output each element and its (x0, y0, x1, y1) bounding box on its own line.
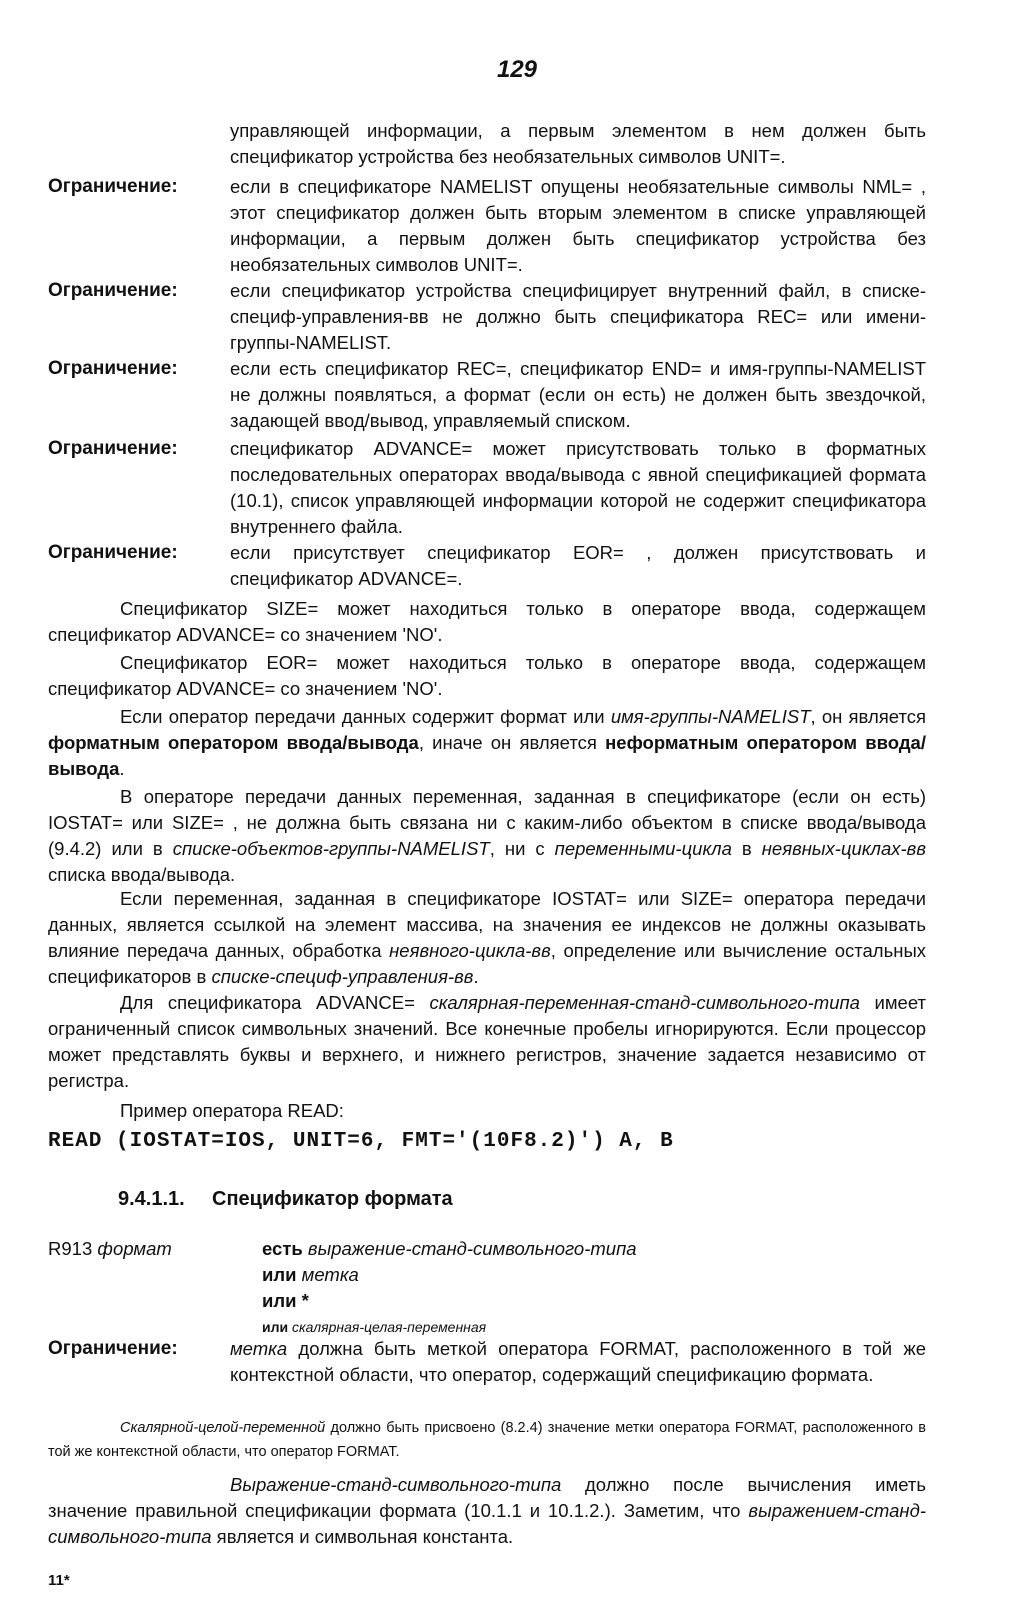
rule-term: * (301, 1290, 309, 1311)
term: метка (230, 1338, 288, 1359)
continuation-body: управляющей информации, а первым элементом в нем должен быть спецификатор устройства без необязательных символов UNIT=. (230, 120, 926, 167)
constraint-text: если присутствует спецификатор EOR= , должен присутствовать и спецификатор ADVANCE=. (230, 542, 926, 589)
term: Выражение-станд-символьного-типа (230, 1474, 562, 1495)
term: списке-объектов-группы-NAMELIST (172, 838, 490, 859)
constraint-text: если спецификатор устройства специфицирует внутренний файл, в списке-специф-управления-вв не должно быть спецификатора REC= или имени-группы-NAMELIST. (230, 280, 926, 353)
paragraph-final: Выражение-станд-символьного-типа должно после вычисления иметь значение правильной спецификации формата (10.1.1 и 10.1.2.). Заметим, что выражением-станд-символьного-типа является и символьная константа. (48, 1474, 926, 1547)
constraint-text: если в спецификаторе NAMELIST опущены необязательные символы NML= , этот спецификатор должен быть вторым элементом в списке управляющей информации, а первым должен быть спецификатор устройства без необязательных символов UNIT=. (230, 176, 926, 275)
term: неявного-цикла-вв (389, 940, 551, 961)
paragraph-size: Спецификатор SIZE= может находиться только в операторе ввода, содержащем спецификатор ADVANCE= со значением 'NO'. (48, 598, 926, 645)
rule-term: скалярная-целая-переменная (292, 1319, 487, 1335)
bold-term: форматным оператором ввода/вывода (48, 732, 419, 753)
term: скалярная-переменная-станд-символьного-типа (429, 992, 860, 1013)
rule-term: метка (301, 1264, 359, 1285)
constraint-2 (48, 278, 926, 356)
constraint-label: Ограничение: (48, 1338, 178, 1359)
constraint-1 (48, 174, 926, 278)
paragraph-array: Если переменная, заданная в спецификаторе IOSTAT= или SIZE= оператора передачи данных, является ссылкой на элемент массива, на значения ее индексов не должны оказывать влияние передача данных, обработка неявного-цикла-вв, определение или вычисление остальных спецификаторов в списке-специф-управления-вв. (48, 888, 927, 987)
syntax-rule (48, 1236, 926, 1340)
constraint-text: спецификатор ADVANCE= может присутствовать только в форматных последовательных операторах ввода/вывода с явной спецификацией формата (10.1), список управляющей информации которой не содержит спецификатора внутреннего файла. (230, 438, 926, 537)
constraint-text: если есть спецификатор REC=, спецификатор END= и имя-группы-NAMELIST не должны появляться, а формат (если он есть) не должен быть звездочкой, задающей ввод/вывод, управляемый списком. (230, 358, 926, 431)
term: выражением-станд-символьного-типа (48, 1500, 926, 1547)
page-number: 129 (496, 56, 538, 83)
constraint-label: Ограничение: (48, 542, 178, 563)
term: списке-специф-управления-вв (211, 966, 474, 987)
note-paragraph: Скалярной-целой-переменной должно быть присвоено (8.2.4) значение метки оператора FORMAT, расположенного в той же контекстной области, что оператор FORMAT. (48, 1420, 926, 1460)
continuation-text (48, 118, 926, 170)
example-code: READ (IOSTAT=IOS, UNIT=6, FMT='(10F8.2)') A, B (48, 1130, 674, 1153)
rule-term: выражение-станд-символьного-типа (307, 1238, 637, 1259)
constraint-label: Ограничение: (48, 176, 178, 197)
constraint-label: Ограничение: (48, 358, 178, 379)
paragraph-eor: Спецификатор EOR= может находиться только в операторе ввода, содержащем спецификатор ADVANCE= со значением 'NO'. (48, 652, 926, 699)
paragraph-formatted: Если оператор передачи данных содержит формат или имя-группы-NAMELIST, он является форматным оператором ввода/вывода, иначе он является неформатным оператором ввода/вывода. (48, 706, 926, 779)
section-heading (118, 1188, 818, 1211)
section-number: 9.4.1.1. (118, 1188, 185, 1210)
constraint-5 (48, 540, 926, 592)
rule-id: R913 (48, 1238, 93, 1259)
constraint-4 (48, 436, 926, 540)
example-intro: Пример оператора READ: (120, 1100, 344, 1121)
rule-keyword: или (262, 1319, 289, 1335)
term: переменными-цикла (554, 838, 732, 859)
term: Скалярной-целой-переменной (120, 1420, 326, 1436)
section-title: Спецификатор формата (212, 1188, 453, 1210)
constraint-label: Ограничение: (48, 438, 178, 459)
term: неявных-циклах-вв (761, 838, 926, 859)
rule-keyword: есть (262, 1238, 303, 1259)
rule-keyword: или (262, 1290, 297, 1311)
signature-mark: 11* (48, 1572, 70, 1589)
constraint-3 (48, 356, 926, 434)
bold-term: неформатным оператором ввода/вывода (48, 732, 926, 779)
rule-name: формат (97, 1238, 172, 1259)
rule-keyword: или (262, 1264, 297, 1285)
constraint-format: Ограничение: метка должна быть меткой оператора FORMAT, расположенного в той же контекстной области, что оператор, содержащий спецификацию формата. (48, 1336, 926, 1388)
paragraph-advance: Для спецификатора ADVANCE= скалярная-переменная-станд-символьного-типа имеет ограниченный список символьных значений. Все конечные пробелы игнорируются. Если процессор может представлять буквы и верхнего, и нижнего регистров, значение задается независимо от регистра. (48, 992, 926, 1091)
term: имя-группы-NAMELIST (610, 706, 811, 727)
constraint-label: Ограничение: (48, 280, 178, 301)
paragraph-variable: В операторе передачи данных переменная, заданная в спецификаторе (если он есть) IOSTAT= или SIZE= , не должна быть связана ни с каким-либо объектом в списке ввода/вывода (9.4.2) или в списке-объектов-группы-NAMELIST, ни с переменными-цикла в неявных-циклах-вв списка ввода/вывода. (48, 786, 926, 885)
